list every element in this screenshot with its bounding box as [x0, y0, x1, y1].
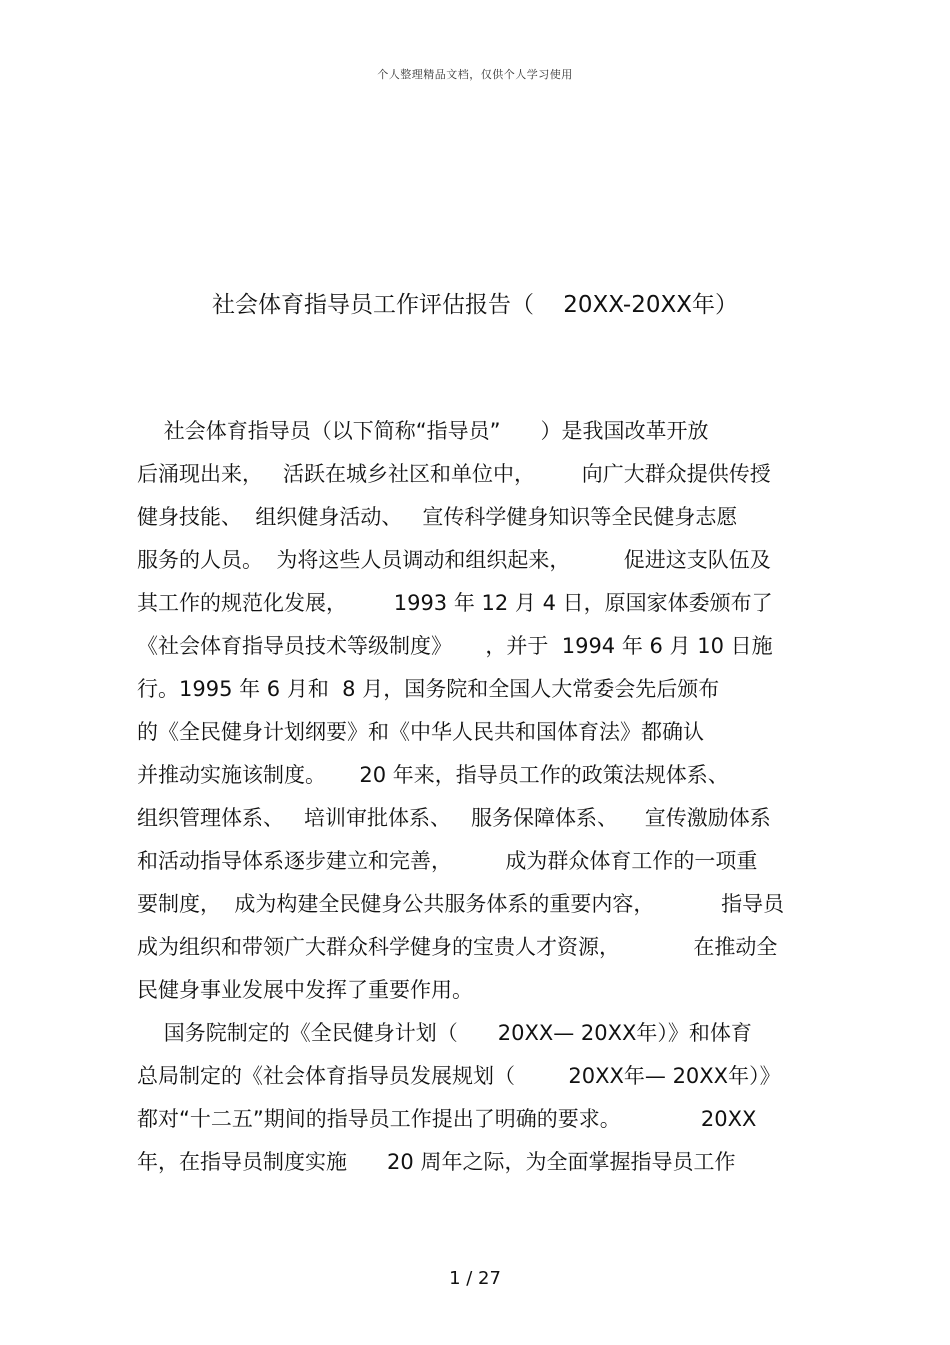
body-line: 总局制定的《社会体育指导员发展规划（ 20XX年— 20XX年）》 — [137, 1064, 781, 1088]
body-line: 国务院制定的《全民健身计划（ 20XX— 20XX年）》和体育 — [137, 1021, 752, 1045]
document-title: 社会体育指导员工作评估报告（ 20XX-20XX年） — [212, 292, 738, 318]
body-line: 和活动指导体系逐步建立和完善， 成为群众体育工作的一项重 — [137, 849, 758, 873]
header-note: 个人整理精品文档，仅供个人学习使用 — [377, 68, 573, 81]
body-line: 健身技能、 组织健身活动、 宣传科学健身知识等全民健身志愿 — [137, 505, 738, 529]
body-line: 《社会体育指导员技术等级制度》 ，并于 1994 年 6 月 10 日施 — [137, 634, 773, 658]
body-line: 年，在指导员制度实施 20 周年之际，为全面掌握指导员工作 — [137, 1150, 736, 1174]
page-number: 1 / 27 — [449, 1268, 501, 1289]
body-line: 的《全民健身计划纲要》和《中华人民共和国体育法》都确认 — [137, 720, 704, 744]
body-text — [137, 410, 817, 1184]
body-line: 后涌现出来， 活跃在城乡社区和单位中， 向广大群众提供传授 — [137, 462, 771, 486]
body-line: 成为组织和带领广大群众科学健身的宝贵人才资源， 在推动全 — [137, 935, 778, 959]
body-line: 都对“十二五”期间的指导员工作提出了明确的要求。 20XX — [137, 1107, 757, 1131]
body-line: 组织管理体系、 培训审批体系、 服务保障体系、 宣传激励体系 — [137, 806, 771, 830]
body-line: 社会体育指导员（以下简称“指导员” ）是我国改革开放 — [137, 419, 709, 443]
body-line: 其工作的规范化发展， 1993 年 12 月 4 日，原国家体委颁布了 — [137, 591, 773, 615]
body-line: 要制度， 成为构建全民健身公共服务体系的重要内容， 指导员 — [137, 892, 785, 916]
body-line: 行。1995 年 6 月和 8 月，国务院和全国人大常委会先后颁布 — [137, 677, 720, 701]
body-line: 民健身事业发展中发挥了重要作用。 — [137, 978, 473, 1002]
body-line: 服务的人员。 为将这些人员调动和组织起来， 促进这支队伍及 — [137, 548, 771, 572]
body-line: 并推动实施该制度。 20 年来，指导员工作的政策法规体系、 — [137, 763, 729, 787]
